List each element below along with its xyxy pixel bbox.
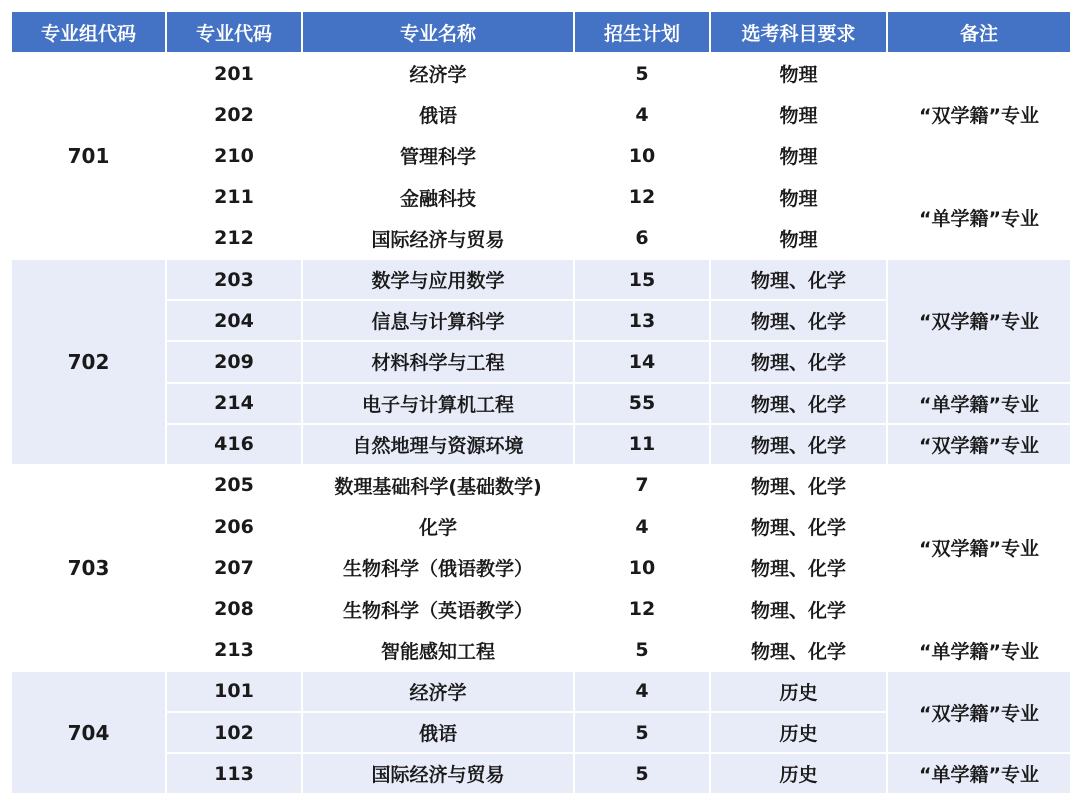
remarks-cell: “单学籍”专业 xyxy=(887,630,1071,671)
major-name-cell: 国际经济与贸易 xyxy=(302,753,574,794)
major-code-cell: 113 xyxy=(166,753,302,794)
enrollment-plan-cell: 10 xyxy=(574,547,710,588)
table-row xyxy=(11,630,1071,671)
table-row xyxy=(11,383,1071,424)
remarks-cell: “双学籍”专业 xyxy=(887,465,1071,630)
group-code-cell: 701 xyxy=(11,53,166,259)
remarks-cell: “双学籍”专业 xyxy=(887,671,1071,753)
enrollment-plan-cell: 5 xyxy=(574,53,710,94)
subject-requirements-cell: 历史 xyxy=(710,671,887,712)
enrollment-plan-cell: 10 xyxy=(574,135,710,176)
subject-requirements-cell: 物理、化学 xyxy=(710,630,887,671)
subject-requirements-cell: 物理、化学 xyxy=(710,383,887,424)
major-code-cell: 416 xyxy=(166,424,302,465)
header-row xyxy=(11,11,1071,53)
enrollment-plan-cell: 4 xyxy=(574,94,710,135)
group-code-cell: 704 xyxy=(11,671,166,795)
major-name-cell: 经济学 xyxy=(302,53,574,94)
enrollment-plan-cell: 15 xyxy=(574,259,710,300)
major-name-cell: 国际经济与贸易 xyxy=(302,218,574,259)
major-code-cell: 209 xyxy=(166,341,302,382)
enrollment-plan-cell: 11 xyxy=(574,424,710,465)
major-name-cell: 数理基础科学(基础数学) xyxy=(302,465,574,506)
table-row xyxy=(11,424,1071,465)
subject-requirements-cell: 物理 xyxy=(710,94,887,135)
enrollment-plan-cell: 6 xyxy=(574,218,710,259)
major-code-cell: 202 xyxy=(166,94,302,135)
major-code-cell: 206 xyxy=(166,506,302,547)
header-subject-requirements: 选考科目要求 xyxy=(710,11,887,53)
major-code-cell: 101 xyxy=(166,671,302,712)
major-code-cell: 214 xyxy=(166,383,302,424)
major-code-cell: 208 xyxy=(166,588,302,629)
major-name-cell: 智能感知工程 xyxy=(302,630,574,671)
subject-requirements-cell: 物理、化学 xyxy=(710,506,887,547)
subject-requirements-cell: 物理 xyxy=(710,135,887,176)
major-code-cell: 213 xyxy=(166,630,302,671)
subject-requirements-cell: 物理 xyxy=(710,53,887,94)
subject-requirements-cell: 物理、化学 xyxy=(710,341,887,382)
major-code-cell: 207 xyxy=(166,547,302,588)
major-name-cell: 生物科学（俄语教学） xyxy=(302,547,574,588)
enrollment-plan-cell: 4 xyxy=(574,671,710,712)
enrollment-plan-cell: 12 xyxy=(574,177,710,218)
major-code-cell: 204 xyxy=(166,300,302,341)
major-name-cell: 自然地理与资源环境 xyxy=(302,424,574,465)
major-code-cell: 212 xyxy=(166,218,302,259)
major-code-cell: 203 xyxy=(166,259,302,300)
subject-requirements-cell: 物理、化学 xyxy=(710,259,887,300)
admission-plan-table xyxy=(10,10,1072,795)
header-enrollment-plan: 招生计划 xyxy=(574,11,710,53)
table-row xyxy=(11,177,1071,218)
remarks-cell: “双学籍”专业 xyxy=(887,259,1071,383)
header-major-code: 专业代码 xyxy=(166,11,302,53)
table-row xyxy=(11,259,1071,300)
major-code-cell: 205 xyxy=(166,465,302,506)
subject-requirements-cell: 物理、化学 xyxy=(710,588,887,629)
remarks-cell: “双学籍”专业 xyxy=(887,424,1071,465)
remarks-cell: “双学籍”专业 xyxy=(887,53,1071,177)
enrollment-plan-cell: 14 xyxy=(574,341,710,382)
major-name-cell: 数学与应用数学 xyxy=(302,259,574,300)
major-name-cell: 生物科学（英语教学） xyxy=(302,588,574,629)
subject-requirements-cell: 物理、化学 xyxy=(710,300,887,341)
enrollment-plan-cell: 5 xyxy=(574,753,710,794)
group-code-cell: 702 xyxy=(11,259,166,465)
subject-requirements-cell: 物理 xyxy=(710,218,887,259)
subject-requirements-cell: 历史 xyxy=(710,712,887,753)
table-row xyxy=(11,465,1071,506)
header-group-code: 专业组代码 xyxy=(11,11,166,53)
table-body xyxy=(11,53,1071,794)
major-name-cell: 信息与计算科学 xyxy=(302,300,574,341)
enrollment-plan-cell: 5 xyxy=(574,712,710,753)
subject-requirements-cell: 物理、化学 xyxy=(710,465,887,506)
table-row xyxy=(11,671,1071,712)
enrollment-plan-cell: 12 xyxy=(574,588,710,629)
subject-requirements-cell: 物理、化学 xyxy=(710,424,887,465)
remarks-cell: “单学籍”专业 xyxy=(887,383,1071,424)
header-major-name: 专业名称 xyxy=(302,11,574,53)
major-name-cell: 金融科技 xyxy=(302,177,574,218)
subject-requirements-cell: 物理 xyxy=(710,177,887,218)
major-code-cell: 211 xyxy=(166,177,302,218)
major-name-cell: 俄语 xyxy=(302,712,574,753)
remarks-cell: “单学籍”专业 xyxy=(887,177,1071,259)
major-name-cell: 管理科学 xyxy=(302,135,574,176)
enrollment-plan-cell: 55 xyxy=(574,383,710,424)
major-name-cell: 经济学 xyxy=(302,671,574,712)
remarks-cell: “单学籍”专业 xyxy=(887,753,1071,794)
enrollment-plan-cell: 13 xyxy=(574,300,710,341)
header-remarks: 备注 xyxy=(887,11,1071,53)
group-code-cell: 703 xyxy=(11,465,166,671)
major-code-cell: 210 xyxy=(166,135,302,176)
major-code-cell: 102 xyxy=(166,712,302,753)
subject-requirements-cell: 历史 xyxy=(710,753,887,794)
major-name-cell: 俄语 xyxy=(302,94,574,135)
major-code-cell: 201 xyxy=(166,53,302,94)
admission-plan-table-container xyxy=(10,10,1070,797)
major-name-cell: 化学 xyxy=(302,506,574,547)
major-name-cell: 材料科学与工程 xyxy=(302,341,574,382)
major-name-cell: 电子与计算机工程 xyxy=(302,383,574,424)
table-row xyxy=(11,753,1071,794)
enrollment-plan-cell: 4 xyxy=(574,506,710,547)
subject-requirements-cell: 物理、化学 xyxy=(710,547,887,588)
table-row xyxy=(11,53,1071,94)
enrollment-plan-cell: 5 xyxy=(574,630,710,671)
enrollment-plan-cell: 7 xyxy=(574,465,710,506)
